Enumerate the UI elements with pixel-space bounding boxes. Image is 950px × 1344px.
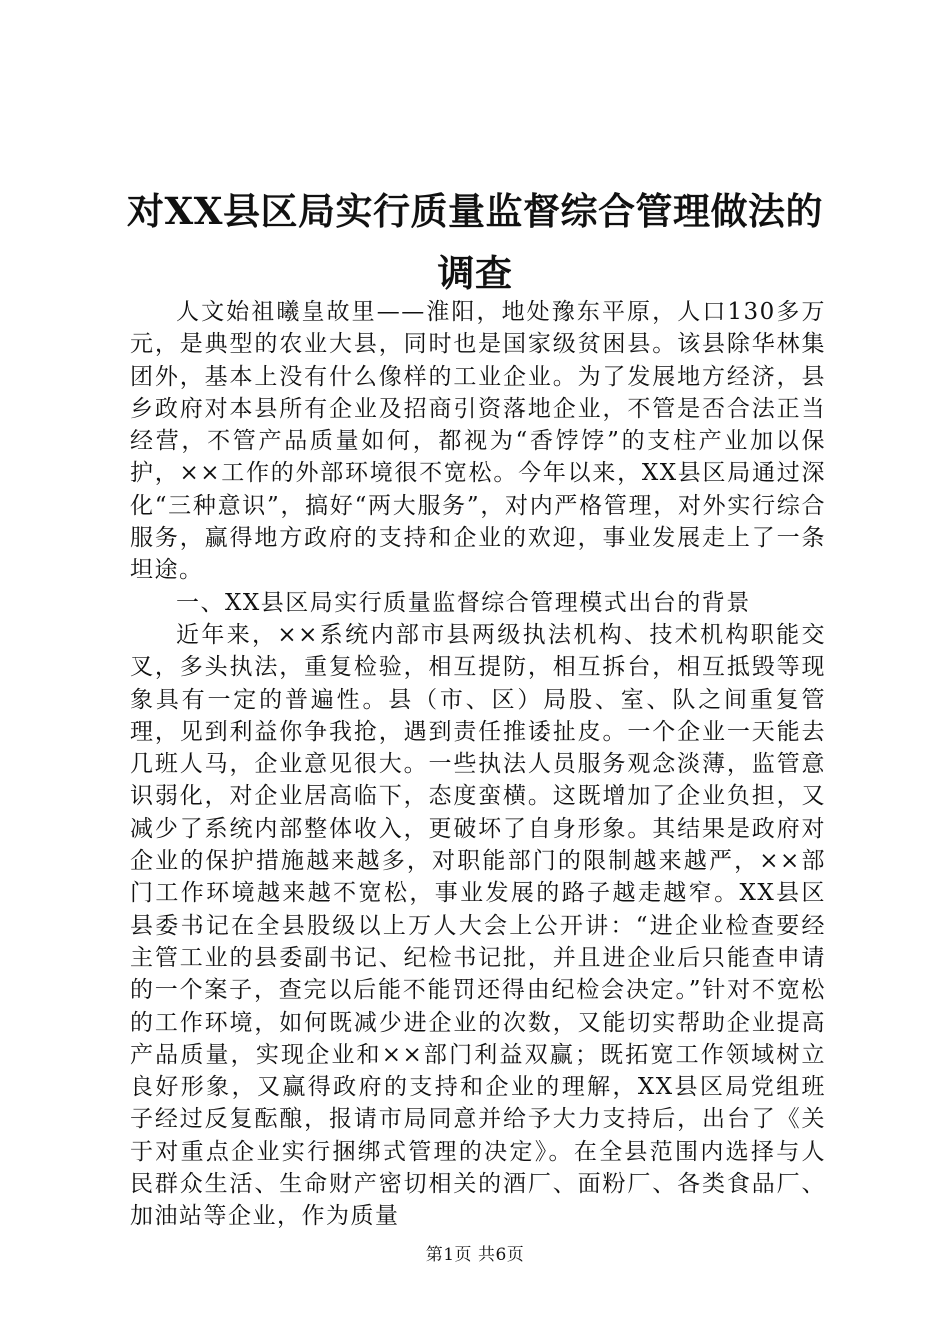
- page-number-footer: 第1页 共6页: [425, 1245, 525, 1265]
- section-heading-background: 一、XX县区局实行质量监督综合管理模式出台的背景: [176, 589, 751, 616]
- paragraph-intro: 人文始祖曦皇故里——淮阳，地处豫东平原，人口130多万元，是典型的农业大县，同时也是国家级贫困县。该县除华林集团外，基本上没有什么像样的工业企业。为了发展地方经济，县乡政府对本县所有企业及招商引资落地企业，不管是否合法正当经营，不管产品质量如何，都视为“香饽饽”的支柱产业加以保护，××工作的外部环境很不宽松。今年以来，XX县区局通过深化“三种意识”，搞好“两大服务”，对内严格管理，对外实行综合服务，赢得地方政府的支持和企业的欢迎，事业发展走上了一条坦途。: [130, 299, 826, 584]
- document-body: [130, 296, 826, 1233]
- document-title: 对XX县区局实行质量监督综合管理做法的调查: [127, 189, 823, 295]
- paragraph-background: 近年来，××系统内部市县两级执法机构、技术机构职能交叉，多头执法，重复检验，相互提防，相互拆台，相互抵毁等现象具有一定的普遍性。县（市、区）局股、室、队之间重复管理，见到利益你争我抢，遇到责任推诿扯皮。一个企业一天能去几班人马，企业意见很大。一些执法人员服务观念淡薄，监管意识弱化，对企业居高临下，态度蛮横。这既增加了企业负担，又减少了系统内部整体收入，更破坏了自身形象。其结果是政府对企业的保护措施越来越多，对职能部门的限制越来越严，××部门工作环境越来越不宽松，事业发展的路子越走越窄。XX县区县委书记在全县股级以上万人大会上公开讲：“进企业检查要经主管工业的县委副书记、纪检书记批，并且进企业后只能查申请的一个案子，查完以后能不能罚还得由纪检会决定。”针对不宽松的工作环境，如何既减少进企业的次数，又能切实帮助企业提高产品质量，实现企业和××部门利益双赢；既拓宽工作领域树立良好形象，又赢得政府的支持和企业的理解，XX县区局党组班子经过反复酝酿，报请市局同意并给予大力支持后，出台了《关于对重点企业实行捆绑式管理的决定》。在全县范围内选择与人民群众生活、生命财产密切相关的酒厂、面粉厂、各类食品厂、加油站等企业，作为质量: [130, 621, 826, 1230]
